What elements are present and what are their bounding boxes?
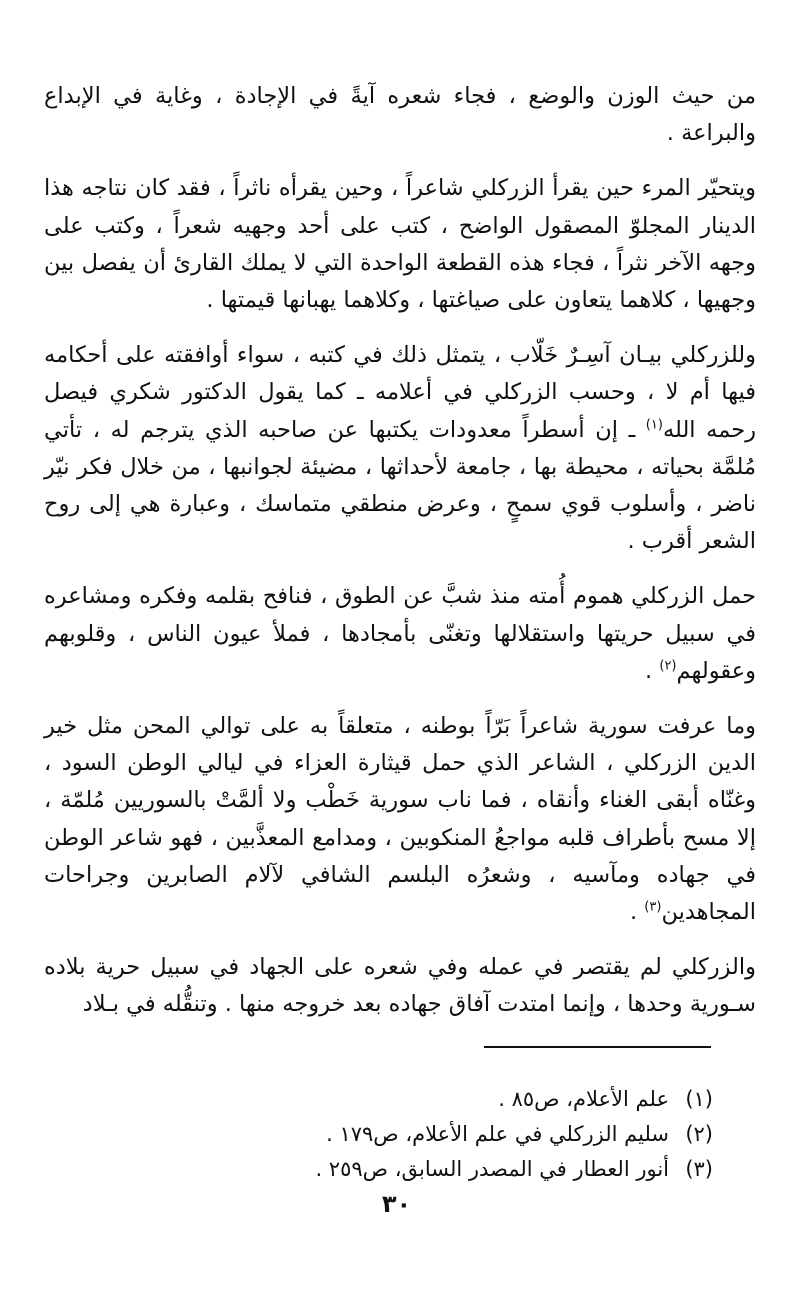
footnote-marker-2: (٢) (659, 658, 677, 674)
paragraph-1 (44, 78, 756, 152)
paragraph-5-end: . (629, 899, 638, 926)
footnote-marker-3: (٣) (644, 899, 662, 915)
main-text (44, 78, 756, 1024)
footnote-2-number: (٢) (685, 1122, 713, 1146)
paragraph-1-text: من حيث الوزن والوضع ، فجاء شعره آيةً في الإجادة ، وغاية في الإبداع والبراعة . (44, 83, 756, 147)
footnote-2-text: سليم الزركلي في علم الأعلام، ص١٧٩ . (326, 1122, 669, 1146)
paragraph-2 (44, 170, 756, 319)
paragraph-5 (44, 708, 756, 931)
paragraph-4-text: حمل الزركلي هموم أُمته منذ شبَّ عن الطوق ، فنافح بقلمه وفكره ومشاعره في سبيل حريتها واستقلالها وتغنّى بأمجادها ، فملأ عيون الناس ، وقلوبهم وعقولهم (44, 583, 756, 684)
footnote-3-text: أنور العطار في المصدر السابق، ص٢٥٩ . (315, 1157, 669, 1181)
paragraph-4-end: . (645, 657, 653, 684)
paragraph-3-text-a: وللزركلي بيـان آسِـرٌ خَلّاب ، يتمثل ذلك في كتبه ، سواء أوافقته على أحكامه فيها أم لا ، وحسب الزركلي في أعلامه ـ كما يقول الدكتور شكري فيصل رحمه الله (44, 342, 757, 443)
footnote-marker-1: (١) (645, 417, 663, 433)
footnote-3 (153, 1152, 713, 1187)
footnote-1-text: علم الأعلام، ص٨٥ . (498, 1087, 669, 1111)
paragraph-3 (44, 337, 756, 560)
paragraph-5-text: وما عرفت سورية شاعراً بَرّاً بوطنه ، متعلقاً به على توالي المحن مثل خير الدين الزركلي ، الشاعر الذي حمل قيثارة العزاء في ليالي الوطن السود ، وغنّاه أبقى الغناء وأنقاه ، فما ناب سورية خَطْب ولا ألمَّتْ بالسوريين مُلمّة ، إلا مسح بأطراف قلبه مواجعُ المنكوبين ، ومدامع المعذَّبين ، فهو شاعر الوطن في جهاده ومآسيه ، وشعرُه البلسم الشافي لآلام الصابرين وجراحات المجاهدين (44, 713, 756, 926)
page-number: ٣٠ (381, 1190, 412, 1218)
footnote-2 (153, 1117, 713, 1152)
footnote-3-number: (٣) (685, 1157, 713, 1181)
paragraph-3-text-b: ـ إن أسطراً معدودات يكتبها عن صاحبه الذي يترجم له ، تأتي مُلمَّة بحياته ، محيطة بها ، جامعة لأحداثها ، مضيئة لجوانبها ، من خلال فكر نيّر ناضر ، وأسلوب قوي سمحٍ ، وعرض منطقي متماسك ، وعبارة هي إلى روح الشعر أقرب . (44, 416, 756, 555)
footnote-1-number: (١) (685, 1087, 713, 1111)
footnote-1 (153, 1082, 713, 1117)
paragraph-6 (44, 949, 756, 1023)
paragraph-2-text: ويتحيّر المرء حين يقرأ الزركلي شاعراً ، وحين يقرأه ناثراً ، فقد كان نتاجه هذا الدينار المجلوّ المصقول الواضح ، كتب على أحد وجهيه شعراً ، وكتب على وجهه الآخر نثراً ، فجاء هذه القطعة الواحدة التي لا يملك القارئ أن يفصل بين وجهيها ، كلاهما يتعاون على صياغتها ، وكلاهما يهبانها قيمتها . (44, 175, 756, 314)
footnotes (153, 1082, 713, 1187)
paragraph-4 (44, 578, 756, 690)
paragraph-6-text: والزركلي لم يقتصر في عمله وفي شعره على الجهاد في سبيل حرية بلاده سـورية وحدها ، وإنما امتدت آفاق جهاده بعد خروجه منها . وتنقُّله في بـلاد (44, 954, 756, 1018)
footnote-divider (484, 1046, 711, 1048)
